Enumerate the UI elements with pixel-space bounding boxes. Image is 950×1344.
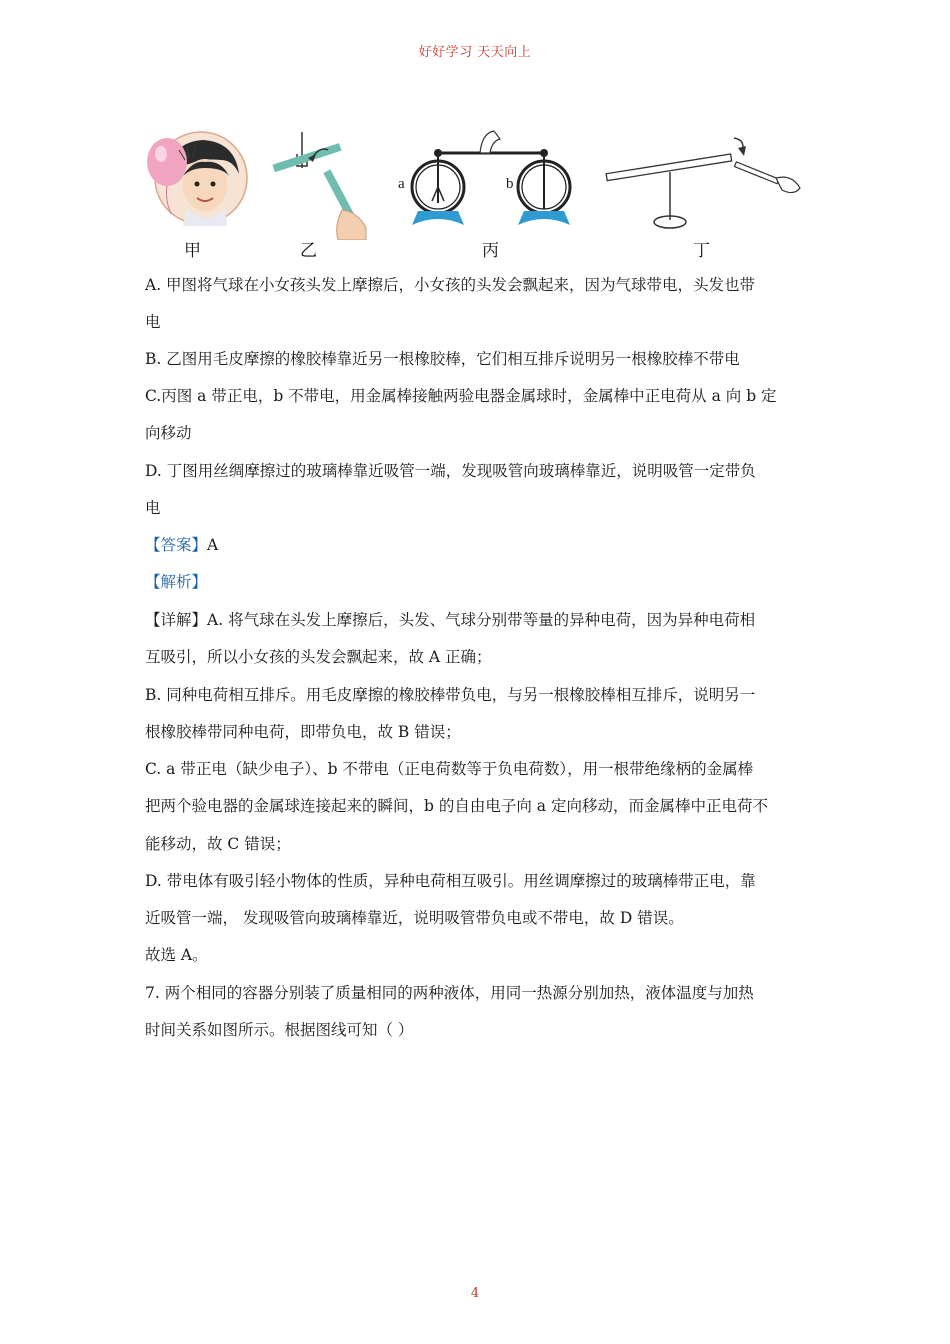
question7-line-1: 7. 两个相同的容器分别装了质量相同的两种液体，用同一热源分别加热，液体温度与加热: [145, 984, 754, 1002]
figure-yi-rubber-rods: [268, 128, 376, 240]
detail-line-8: D. 带电体有吸引轻小物体的性质，异种电荷相互吸引。用丝调摩擦过的玻璃棒带正电，靠: [145, 872, 756, 890]
detail-line-2: 互吸引，所以小女孩的头发会飘起来，故 A 正确；: [145, 648, 492, 666]
answer-value: A: [207, 536, 219, 554]
detail-line-9: 近吸管一端， 发现吸管向玻璃棒靠近，说明吸管带负电或不带电，故 D 错误。: [145, 909, 684, 927]
detail-line-7: 能移动，故 C 错误；: [145, 835, 291, 853]
detail-line-10: 故选 A。: [145, 946, 208, 964]
figure-ding-straw-glass-rod: [604, 128, 808, 236]
detail-line-3: B. 同种电荷相互排斥。用毛皮摩擦的橡胶棒带负电，与另一根橡胶棒相互排斥，说明另一: [145, 686, 756, 704]
answer-tag: 【答案】: [145, 536, 208, 554]
detail-line-5: C. a 带正电（缺少电子）、b 不带电（正电荷数等于负电荷数），用一根带绝缘柄的金属棒: [145, 760, 754, 778]
figure-bing-electroscopes: [398, 125, 578, 233]
question7-line-2: 时间关系如图所示。根据图线可知（ ）: [145, 1021, 414, 1039]
detail-line-6: 把两个验电器的金属球连接起来的瞬间，b 的自由电子向 a 定向移动，而金属棒中正电荷不: [145, 797, 768, 815]
figure-caption-yi: 乙: [300, 241, 317, 261]
page-header: 好好学习 天天向上: [418, 45, 532, 60]
option-c-line-2: 向移动: [145, 424, 192, 442]
figure-caption-jia: 甲: [184, 241, 201, 261]
analysis-tag: 【解析】: [145, 573, 208, 591]
answer-line: [145, 535, 815, 555]
option-a-line-1: A. 甲图将气球在小女孩头发上摩擦后，小女孩的头发会飘起来，因为气球带电，头发也带: [145, 276, 756, 294]
electroscope-label-a: a: [398, 176, 405, 192]
option-d-line-2: 电: [145, 499, 161, 517]
figure-jia-girl-balloon: [143, 130, 253, 230]
electroscope-label-b: b: [506, 176, 514, 192]
detail-tag: 【详解】: [145, 611, 208, 629]
detail-line-4: 根橡胶棒带同种电荷，即带负电，故 B 错误；: [145, 723, 461, 741]
option-d-line-1: D. 丁图用丝绸摩擦过的玻璃棒靠近吸管一端，发现吸管向玻璃棒靠近，说明吸管一定带负: [145, 462, 756, 480]
option-b-line-1: B. 乙图用毛皮摩擦的橡胶棒靠近另一根橡胶棒，它们相互排斥说明另一根橡胶棒不带电: [145, 350, 740, 368]
detail-line-1: [145, 610, 815, 630]
option-a-line-2: 电: [145, 313, 161, 331]
page-number: 4: [470, 1286, 480, 1301]
figure-caption-bing: 丙: [482, 241, 499, 261]
detail-text: A. 将气球在头发上摩擦后，头发、气球分别带等量的异种电荷，因为异种电荷相: [207, 611, 756, 629]
figure-caption-ding: 丁: [693, 241, 710, 261]
option-c-line-1: C.丙图 a 带正电，b 不带电，用金属棒接触两验电器金属球时，金属棒中正电荷从 a 向 b 定: [145, 387, 777, 405]
analysis-line: [145, 572, 815, 592]
